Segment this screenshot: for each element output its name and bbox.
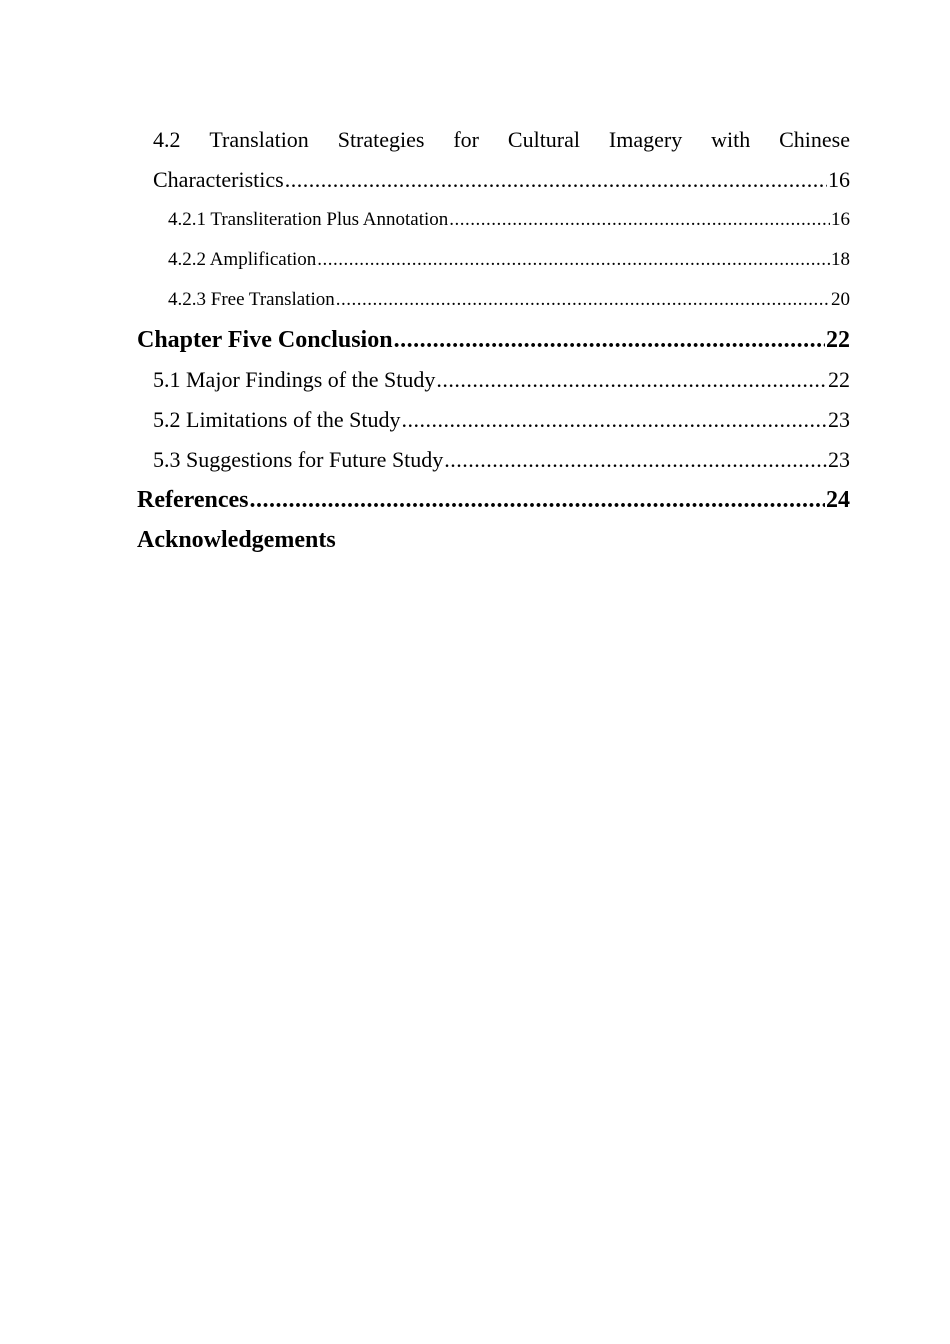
dot-leader — [394, 320, 825, 360]
toc-word: Imagery — [608, 127, 683, 152]
toc-entry-5-1[interactable] — [137, 360, 850, 400]
toc-acknowledgements[interactable] — [137, 520, 850, 560]
toc-references[interactable] — [137, 480, 850, 520]
toc-chapter-title: References — [137, 487, 249, 513]
toc-entry-4-2-line-1[interactable] — [137, 120, 850, 160]
toc-word: Chinese — [779, 127, 850, 152]
dot-leader — [317, 240, 830, 280]
toc-word: 4.2 — [153, 127, 181, 152]
toc-word: for — [453, 127, 480, 152]
toc-page-number: 24 — [826, 487, 850, 513]
toc-entry-5-2[interactable] — [137, 400, 850, 440]
toc-word: Strategies — [337, 127, 425, 152]
toc-page-number: 16 — [828, 167, 850, 192]
toc-entry-5-3[interactable] — [137, 440, 850, 480]
toc-entry-title: Characteristics — [153, 167, 284, 192]
toc-word: Cultural — [507, 127, 581, 152]
table-of-contents — [137, 120, 850, 560]
dot-leader — [336, 280, 830, 320]
toc-page-number: 22 — [828, 367, 850, 392]
toc-page-number: 18 — [831, 249, 850, 270]
toc-entry-4-2-line-2[interactable] — [137, 160, 850, 200]
toc-page-number: 23 — [828, 407, 850, 432]
toc-entry-4-2-3[interactable] — [137, 280, 850, 320]
toc-word: with — [711, 127, 751, 152]
toc-chapter-title: Chapter Five Conclusion — [137, 327, 393, 353]
toc-entry-title: 5.1 Major Findings of the Study — [153, 367, 436, 392]
toc-page-number: 22 — [826, 327, 850, 353]
dot-leader — [436, 360, 827, 400]
dot-leader — [250, 480, 826, 520]
dot-leader — [402, 400, 828, 440]
toc-entry-title: 4.2.3 Free Translation — [168, 289, 335, 310]
toc-word: Translation — [209, 127, 309, 152]
toc-entry-4-2-1[interactable] — [137, 200, 850, 240]
toc-chapter-five[interactable] — [137, 320, 850, 360]
toc-entry-title: 5.3 Suggestions for Future Study — [153, 447, 444, 472]
dot-leader — [449, 200, 830, 240]
toc-chapter-title: Acknowledgements — [137, 527, 336, 553]
toc-entry-title: 4.2.2 Amplification — [168, 249, 317, 270]
toc-page-number: 20 — [831, 289, 850, 310]
toc-page-number: 23 — [828, 447, 850, 472]
dot-leader — [285, 160, 827, 200]
toc-page-number: 16 — [831, 209, 850, 230]
toc-entry-title: 5.2 Limitations of the Study — [153, 407, 401, 432]
dot-leader — [444, 440, 827, 480]
toc-entry-title: 4.2.1 Transliteration Plus Annotation — [168, 209, 449, 230]
toc-entry-4-2-2[interactable] — [137, 240, 850, 280]
